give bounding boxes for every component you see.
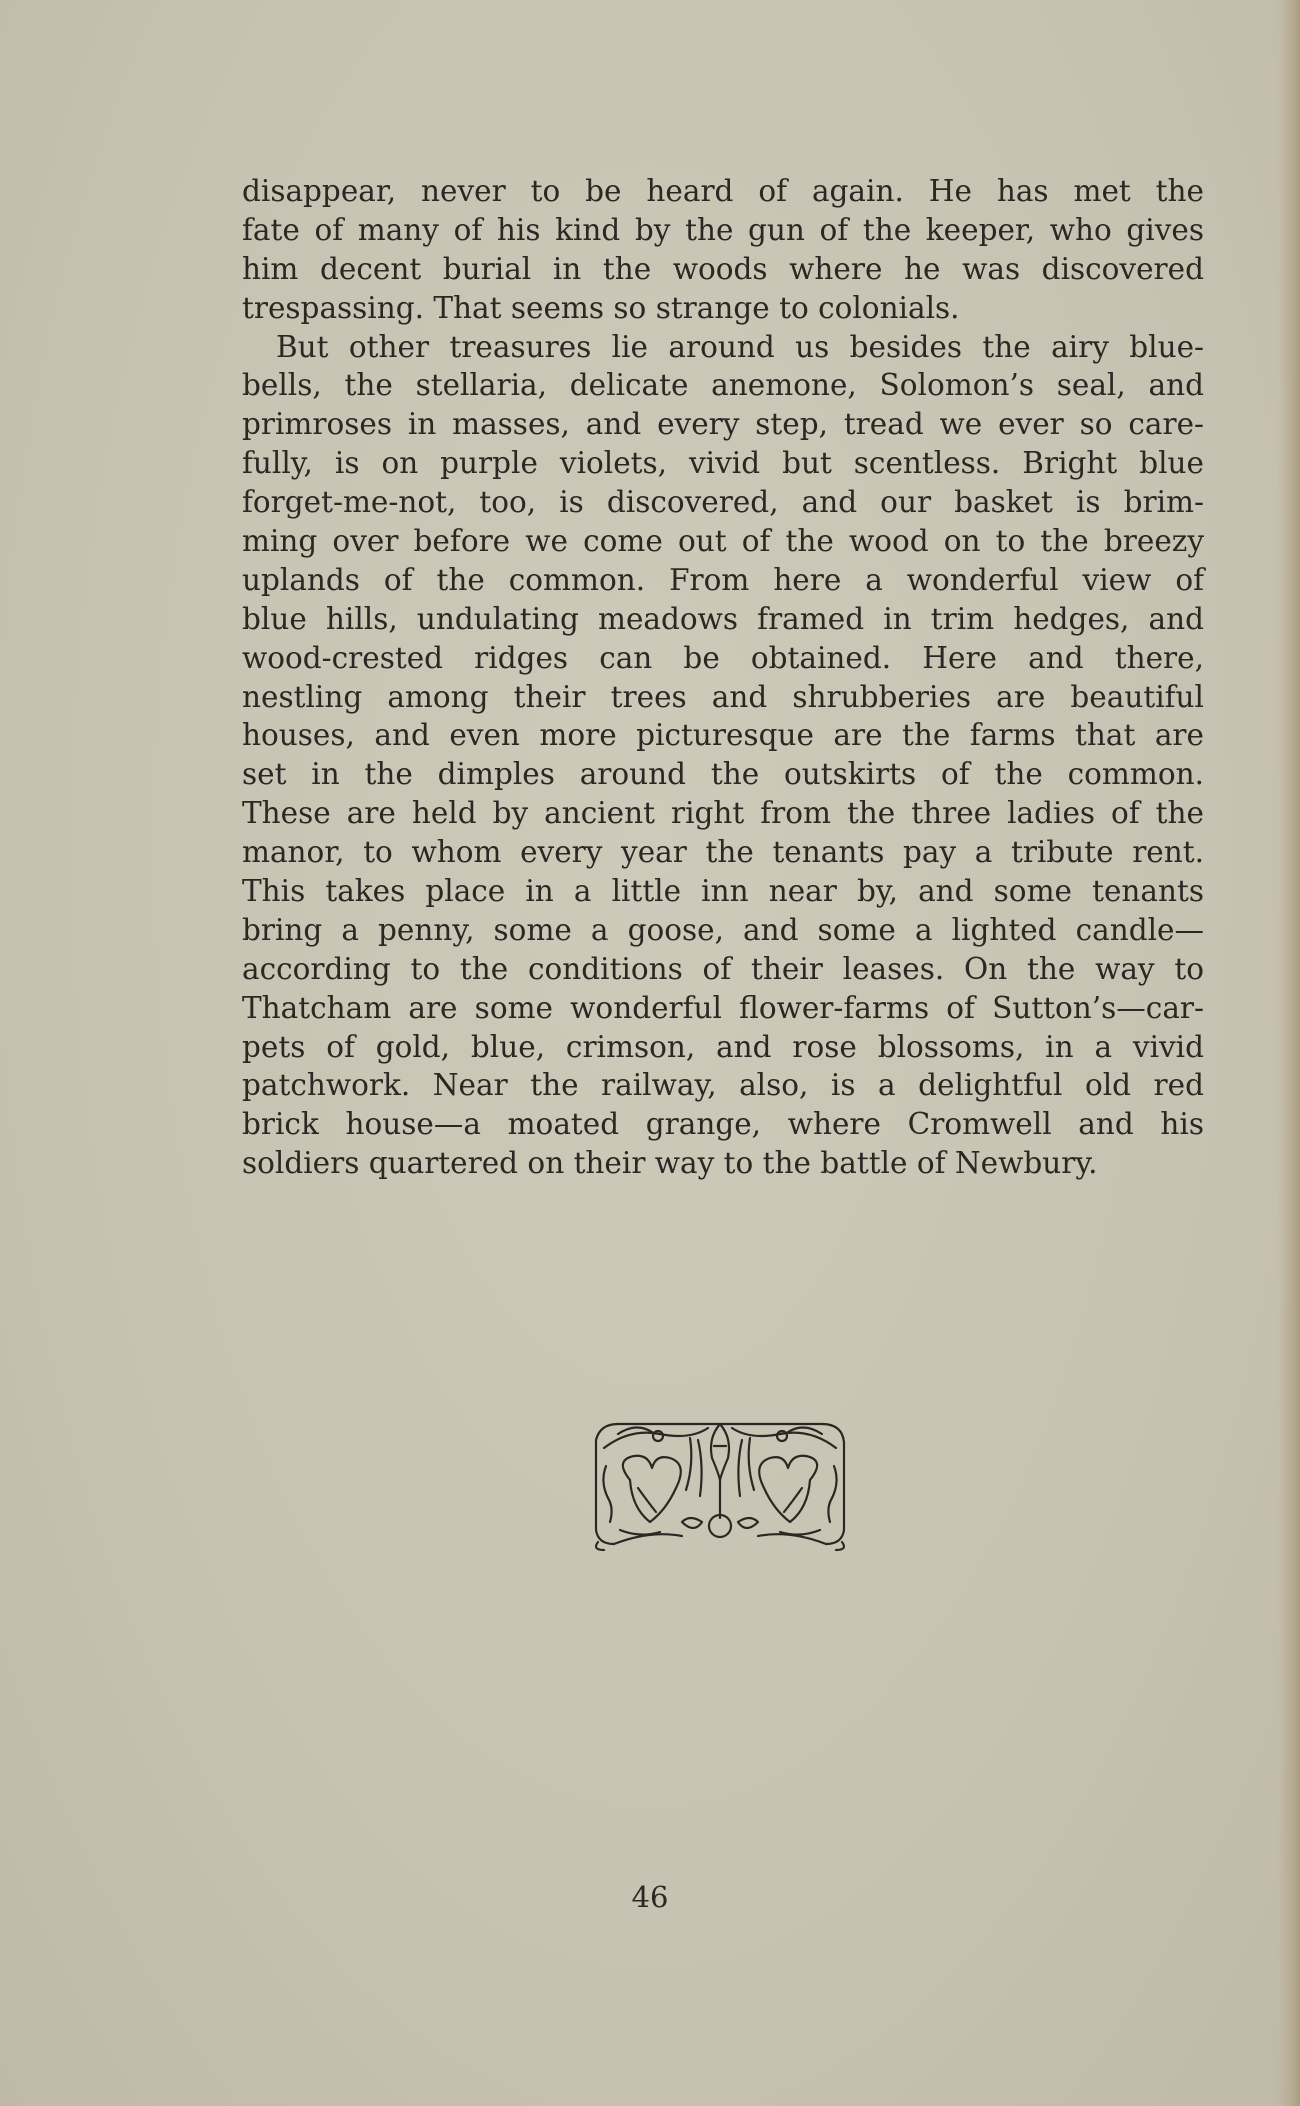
page-edge-shadow <box>1278 0 1300 2106</box>
text-line-paragraph-start: But other treasures lie around us besides the airy blue- <box>276 329 1204 364</box>
text-line: nestling among their trees and shrubberies are beautiful <box>242 679 1204 714</box>
text-line: ming over before we come out of the wood on to the breezy <box>242 524 1204 559</box>
text-line: manor, to whom every year the tenants pay a tribute rent. <box>242 835 1204 870</box>
text-line: set in the dimples around the outskirts of the common. <box>242 757 1204 792</box>
text-line: patchwork. Near the railway, also, is a delightful old red <box>242 1068 1204 1103</box>
text-line: forget-me-not, too, is discovered, and our basket is brim- <box>242 485 1204 520</box>
text-line: Thatcham are some wonderful flower-farms of Sutton’s—car- <box>242 990 1204 1025</box>
text-line: disappear, never to be heard of again. He has met the <box>242 174 1204 208</box>
text-line: fate of many of his kind by the gun of the keeper, who gives <box>242 212 1204 247</box>
text-line: according to the conditions of their leases. On the way to <box>242 951 1204 986</box>
text-line: bring a penny, some a goose, and some a lighted candle— <box>242 912 1204 947</box>
text-line: fully, is on purple violets, vivid but scentless. Bright blue <box>242 446 1204 481</box>
page-number: 46 <box>631 1880 669 1914</box>
text-line: him decent burial in the woods where he was discovered <box>242 251 1204 286</box>
floral-tailpiece-ornament-icon <box>590 1418 850 1552</box>
text-line: This takes place in a little inn near by, and some tenants <box>242 874 1204 909</box>
text-line: uplands of the common. From here a wonderful view of <box>242 562 1204 597</box>
text-line: blue hills, undulating meadows framed in trim hedges, and <box>242 601 1204 636</box>
text-line: trespassing. That seems so strange to colonials. <box>242 290 960 325</box>
text-line: houses, and even more picturesque are the farms that are <box>242 718 1204 753</box>
text-line: pets of gold, blue, crimson, and rose blossoms, in a vivid <box>242 1029 1204 1064</box>
text-line: soldiers quartered on their way to the battle of Newbury. <box>242 1146 1098 1181</box>
text-line: wood-crested ridges can be obtained. Here and there, <box>242 640 1204 675</box>
text-line: bells, the stellaria, delicate anemone, Solomon’s seal, and <box>242 368 1204 403</box>
text-line: primroses in masses, and every step, tread we ever so care- <box>242 407 1204 442</box>
text-line: brick house—a moated grange, where Cromwell and his <box>242 1107 1204 1142</box>
body-text <box>242 172 1204 1183</box>
text-line: These are held by ancient right from the three ladies of the <box>242 796 1204 831</box>
